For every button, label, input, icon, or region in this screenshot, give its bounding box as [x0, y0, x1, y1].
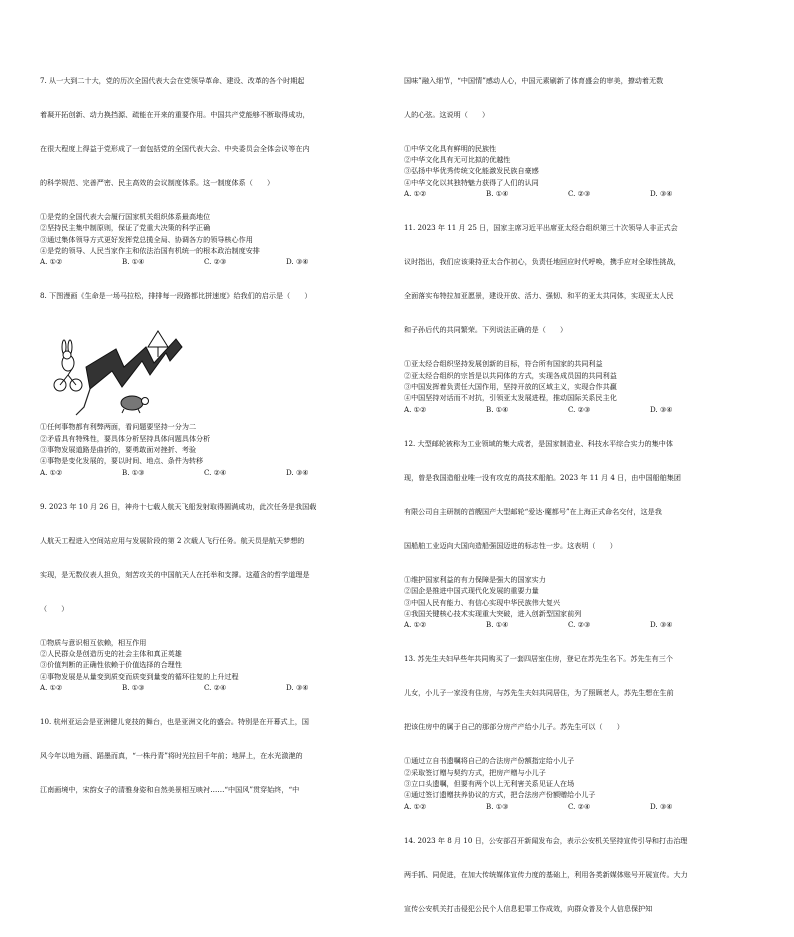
- question-10-stem-continued: 国味”融入细节，“中国情”感动人心，中国元素刷新了体育盛会的审美，撩动着无数 人的心弦。这说明（ ）: [404, 75, 664, 119]
- question-8: [40, 268, 398, 478]
- road-tail-line: [76, 389, 90, 415]
- question-11-stem: 11. 2023 年 11 月 25 日，国家主席习近平出席亚太经合组织第三十次领导人非正式会 议时指出，我们应该秉持亚太合作初心，负责任地回应时代呼唤，携手应对全球性挑战， 全面落实布特拉加亚愿景，建设开放、活力、强韧、和平的亚太共同体，实现亚太人民 和子孙后代的共同繁荣。下列说法正确的是（ ）: [404, 223, 681, 335]
- option-2: ②中华文化具有无可比拟的优越性: [404, 155, 511, 165]
- option-4: ④通过签订遗赠扶养协议的方式，把合法房产份额赠给小儿子: [404, 790, 596, 800]
- question-14: [404, 812, 762, 937]
- choice-a[interactable]: A. ①②: [404, 404, 427, 414]
- question-7: [40, 52, 398, 268]
- answer-choices: [404, 801, 762, 812]
- turtle-leg: [138, 409, 140, 413]
- option-4: ④中华文化以其独特魅力获得了人们的认同: [404, 177, 539, 187]
- choice-d[interactable]: D. ③④: [286, 257, 309, 267]
- option-1: ①是党的全国代表大会履行国家机关组织体系最高地位: [40, 211, 211, 221]
- question-10-stem: 10. 杭州亚运会是亚洲健儿竞技的舞台，也是亚洲文化的盛会。特别是在开幕式上，国 风今年以地为画、蹈墨而真，“一株丹青”将时光拉回千年前；地屏上，在水光潋滟的 江南画境中，宋韵女子的清雅身姿和自然美景相互映衬……“中国风”贯穿始终，“中: [40, 717, 309, 795]
- choice-a[interactable]: A. ①②: [404, 189, 427, 199]
- question-13-stem: 13. 苏先生夫妇早些年共同购买了一套四居室住房，登记在苏先生名下。苏先生有三个 儿女，小儿子一家没有住房，与苏先生夫妇共同居住，为了照顾老人，苏先生想在生前 把该住房中的属于自己的那部分房产产给小儿子。苏先生可以（ ）: [404, 654, 674, 732]
- option-4: ④是党的领导、人民当家作主和依法治国有机统一的根本政治制度安排: [40, 245, 260, 255]
- choice-b[interactable]: B. ①③: [122, 467, 145, 477]
- question-8-stem: 8. 下图漫画《生命是一场马拉松，排排每一段路都比拼速度》给我们的启示是（ ）: [40, 291, 312, 301]
- right-column: [404, 52, 762, 937]
- choice-b[interactable]: B. ①④: [486, 189, 509, 199]
- option-1: ①物质与意识相互依赖，相互作用: [40, 637, 147, 647]
- choice-c[interactable]: C. ②④: [568, 801, 591, 811]
- choice-a[interactable]: A. ①②: [40, 683, 63, 693]
- option-3: ③中国人民有能力、有信心实现中华民族伟大复兴: [404, 597, 561, 607]
- choice-b[interactable]: B. ①③: [122, 683, 145, 693]
- choice-d[interactable]: D. ③④: [286, 683, 309, 693]
- option-1: ①任何事物都有利弊两面，看问题要坚持一分为二: [40, 422, 197, 432]
- choice-c[interactable]: C. ②④: [204, 683, 227, 693]
- option-4: ④我国关键核心技术实现重大突破，进入创新型国家前列: [404, 608, 582, 618]
- question-12-stem: 12. 大型邮轮被称为工业领域的集大成者，是国家制造业、科技水平综合实力的集中体 现，曾是我国造船业唯一没有攻克的高技术船舶。2023 年 11 月 4 日，由中国船舶集团 有限公司自主研制的首艘国产大型邮轮“爱达·魔都号”在上海正式命名交付，这是我 国船舶工业迈向大国向造船强国迈进的标志性一步。这表明（ ）: [404, 438, 681, 550]
- turtle-head: [142, 398, 149, 405]
- question-13: [404, 631, 762, 813]
- option-3: ③事物发展道路是曲折的，要勇敢面对挫折、考验: [40, 444, 197, 454]
- choice-c[interactable]: C. ②③: [568, 404, 591, 414]
- left-column: [40, 52, 398, 818]
- choice-d[interactable]: D. ③④: [650, 620, 673, 630]
- option-1: ①亚太经合组织坚持发展创新的目标，符合所有国家的共同利益: [404, 359, 603, 369]
- choice-c[interactable]: C. ②③: [568, 620, 591, 630]
- choice-d[interactable]: D. ③④: [650, 404, 673, 414]
- rabbit-head: [63, 351, 71, 359]
- option-4: ④事物是变化发展的，要以时间、地点、条件为转移: [40, 456, 204, 466]
- question-9-stem: 9. 2023 年 10 月 26 日，神舟十七载人航天飞船发射取得圆满成功，此次任务是我国载 人航天工程进入空间站应用与发展阶段的第 2 次载人飞行任务。航天员是航天梦想的 实现，是无数仪表人担负，刻苦攻关的中国航天人在托举和支撑。这蕴含的哲学道理是 （ ）: [40, 501, 317, 613]
- choice-c[interactable]: C. ②④: [204, 467, 227, 477]
- choice-b[interactable]: B. ①④: [122, 257, 145, 267]
- warning-sign-icon: [148, 331, 168, 347]
- answer-choices: [40, 682, 398, 693]
- option-2: ②坚持民主集中制原则，保证了党重大决策的科学正确: [40, 223, 211, 233]
- option-1: ①中华文化具有鲜明的民族性: [404, 143, 497, 153]
- option-1: ①维护国家利益的有力保障是强大的国家实力: [404, 574, 546, 584]
- option-2: ②亚太经合组织的宗旨是以共同体的方式，实现各成员国的共同利益: [404, 370, 617, 380]
- choice-a[interactable]: A. ①②: [404, 801, 427, 811]
- choice-c[interactable]: C. ②③: [568, 189, 591, 199]
- choice-d[interactable]: D. ③④: [650, 801, 673, 811]
- question-12: [404, 415, 762, 631]
- turtle-shell: [121, 396, 143, 410]
- choice-d[interactable]: D. ③④: [286, 467, 309, 477]
- cartoon-illustration: [46, 327, 206, 419]
- choice-d[interactable]: D. ③④: [650, 189, 673, 199]
- answer-choices: [40, 467, 398, 478]
- choice-b[interactable]: B. ①④: [486, 404, 509, 414]
- choice-b[interactable]: B. ①③: [486, 801, 509, 811]
- option-4: ④中国坚持对话而不对抗，引领亚太发展进程，推动国际关系民主化: [404, 393, 617, 403]
- choice-a[interactable]: A. ①②: [404, 620, 427, 630]
- question-9: [40, 478, 398, 694]
- turtle-leg: [122, 409, 124, 413]
- choice-c[interactable]: C. ②③: [204, 257, 227, 267]
- option-2: ②国企是推进中国式现代化发展的重要力量: [404, 586, 539, 596]
- option-2: ②人民群众是创造历史的社会主体和真正英雄: [40, 649, 182, 659]
- answer-choices: [404, 619, 762, 630]
- question-7-stem: 7. 从一大到二十大，党的历次全国代表大会在党领导革命、建设、改革的各个时期起 着凝开拓创新、动力换挡源、疏能在开来的重要作用。中国共产党能够不断取得成功， 在很大程度上得益于党形成了一套包括党的全国代表大会、中央委员会全体会议等在内 的科学规范、完善严密、民主高效的会议制度体系。这一制度体系（ ）: [40, 75, 310, 187]
- option-3: ③价值判断的正确性依赖于价值选择的合理性: [40, 660, 182, 670]
- option-3: ③中国发挥着负责任大国作用，坚持开放的区域主义，实现合作共赢: [404, 381, 617, 391]
- question-10: [40, 694, 398, 819]
- option-3: ③立口头遗嘱，但要有两个以上无利害关系见证人在场: [404, 779, 575, 788]
- answer-choices: [404, 188, 762, 199]
- option-3: ③弘扬中华优秀传统文化能激发民族自豪感: [404, 166, 539, 176]
- option-3: ③通过集体领导方式更好发挥党总揽全局、协调各方的领导核心作用: [40, 234, 253, 244]
- option-2: ②矛盾具有特殊性，要具体分析坚持具体问题具体分析: [40, 433, 211, 443]
- choice-a[interactable]: A. ①②: [40, 467, 63, 477]
- option-1: ①通过立自书遗嘱将自己的合法房产份额指定给小儿子: [404, 756, 575, 766]
- question-10-continued: [404, 52, 762, 199]
- question-14-stem: 14. 2023 年 8 月 10 日，公安部召开新闻发布会，表示公安机关坚持宣传引导和打击治理 两手抓、同促进，在加大传统媒体宣传力度的基础上，利用各类新媒体账号开展宣传。大力 宣传公安机关打击侵犯公民个人信息犯罪工作成效，向群众普及个人信息保护知: [404, 835, 688, 913]
- option-2: ②采取签订赠与契约方式，把房产赠与小儿子: [404, 767, 546, 777]
- marathon-cartoon: [46, 327, 206, 419]
- answer-choices: [40, 256, 398, 267]
- choice-b[interactable]: B. ①④: [486, 620, 509, 630]
- question-11: [404, 199, 762, 415]
- choice-a[interactable]: A. ①②: [40, 257, 63, 267]
- answer-choices: [404, 404, 762, 415]
- option-4: ④事物发展是从量变到质变而质变到量变的循环往复的上升过程: [40, 671, 239, 681]
